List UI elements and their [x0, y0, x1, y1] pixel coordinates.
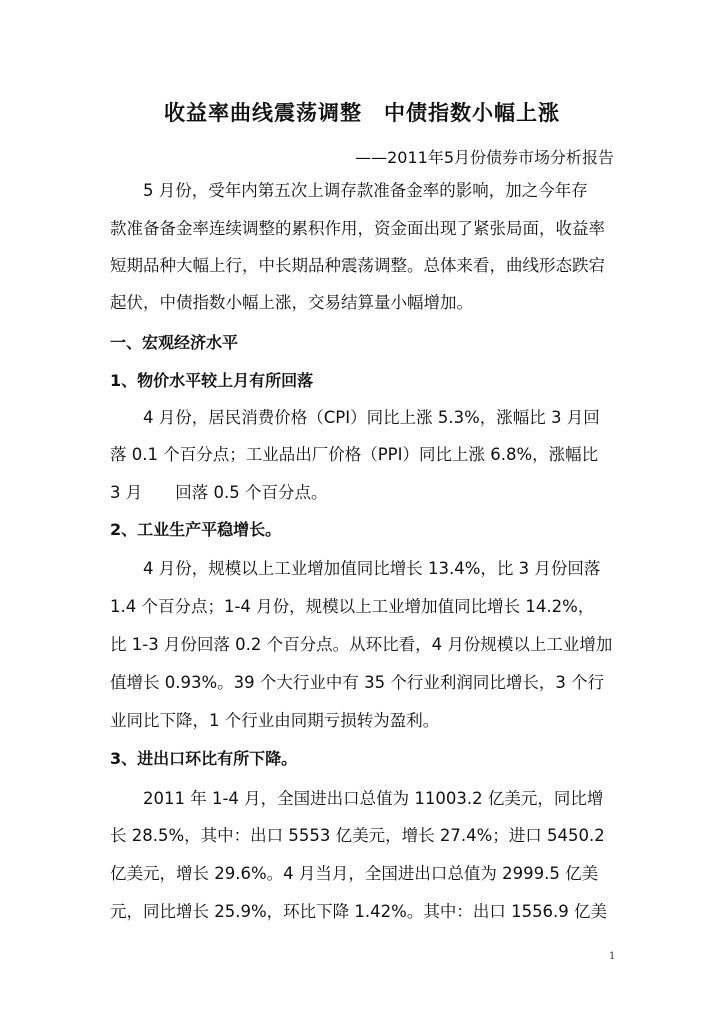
sub2-line-4: 值增长 0.93%。39 个大行业中有 35 个行业利润同比增长，3 个行: [110, 673, 605, 692]
title-part-2: 中债指数小幅上涨: [384, 101, 560, 125]
document-title: [0, 97, 724, 127]
sub2-line-5: 业同比下降，1 个行业由同期亏损转为盈利。: [110, 711, 440, 730]
subsection-2-heading: 2、工业生产平稳增长。: [110, 520, 282, 539]
sub3-line-1: 2011 年 1-4 月，全国进出口总值为 11003.2 亿美元，同比增: [143, 789, 604, 808]
sub3-line-2: 长 28.5%，其中：出口 5553 亿美元，增长 27.4%；进口 5450.2: [110, 826, 605, 845]
sub3-line-3: 亿美元，增长 29.6%。4 月当月，全国进出口总值为 2999.5 亿美: [110, 864, 599, 883]
intro-line-4: 起伏，中债指数小幅上涨，交易结算量小幅增加。: [110, 293, 473, 312]
sub1-line-1: 4 月份，居民消费价格（CPI）同比上涨 5.3%，涨幅比 3 月回: [143, 408, 600, 427]
intro-line-1: 5 月份，受年内第五次上调存款准备金率的影响，加之今年存: [143, 181, 588, 200]
subsection-3-heading: 3、进出口环比有所下降。: [110, 749, 298, 768]
intro-line-3: 短期品种大幅上行，中长期品种震荡调整。总体来看，曲线形态跌宕: [110, 256, 605, 275]
sub2-line-2: 1.4 个百分点；1-4 月份，规模以上工业增加值同比增长 14.2%，: [110, 597, 595, 616]
sub2-line-3: 比 1-3 月份回落 0.2 个百分点。从环比看，4 月份规模以上工业增加: [110, 635, 613, 654]
sub1-line-3: 3 月 回落 0.5 个百分点。: [110, 483, 328, 502]
page-number: 1: [609, 951, 616, 962]
intro-line-2: 款准备备金率连续调整的累积作用，资金面出现了紧张局面，收益率: [110, 219, 605, 238]
title-part-1: 收益率曲线震荡调整: [164, 101, 362, 125]
sub1-line-2: 落 0.1 个百分点；工业品出厂价格（PPI）同比上涨 6.8%，涨幅比: [110, 445, 599, 464]
section-1-heading: 一、宏观经济水平: [110, 333, 239, 352]
sub3-line-4: 元，同比增长 25.9%，环比下降 1.42%。其中：出口 1556.9 亿美: [110, 902, 608, 921]
document-subtitle: ——2011年5月份债券市场分析报告: [355, 148, 614, 167]
subsection-1-heading: 1、物价水平较上月有所回落: [110, 371, 314, 390]
sub2-line-1: 4 月份，规模以上工业增加值同比增长 13.4%，比 3 月份回落: [143, 559, 601, 578]
